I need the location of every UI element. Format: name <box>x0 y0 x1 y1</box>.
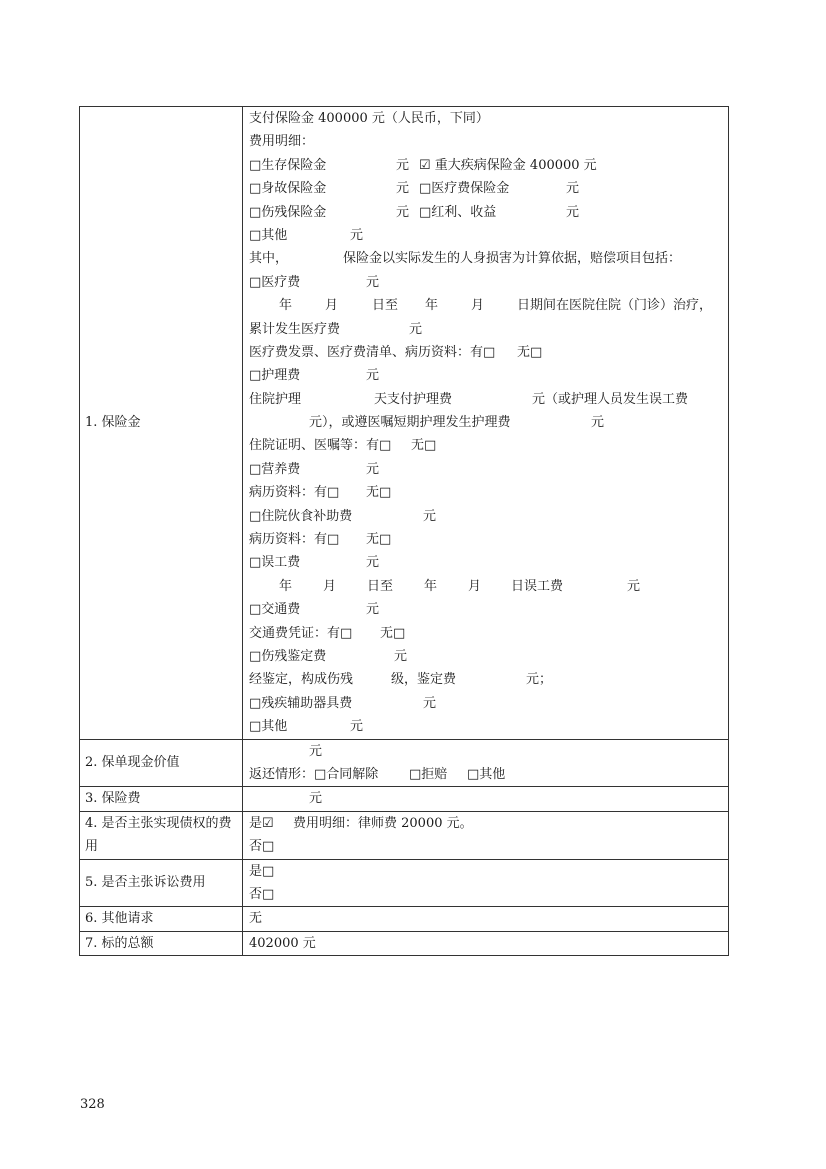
line-text: 元 <box>350 227 364 243</box>
line-text: □其他 <box>249 227 288 243</box>
line <box>249 692 728 715</box>
line-text: □生存保险金 <box>249 157 327 173</box>
line <box>249 787 728 810</box>
line-text: □伤残鉴定费 <box>249 648 327 664</box>
line-text: 医疗费发票、医疗费清单、病历资料：有□ <box>249 344 496 360</box>
table-row <box>80 739 729 787</box>
line-text: 元 <box>566 181 580 197</box>
line-text: □身故保险金 <box>249 181 327 197</box>
row-content <box>243 107 729 740</box>
line-text: 元 <box>366 461 380 477</box>
line <box>249 224 728 247</box>
line <box>249 481 728 504</box>
line-text: 元 <box>423 508 437 524</box>
line <box>249 505 728 528</box>
line-text: 其中， <box>249 251 289 267</box>
line <box>249 812 728 835</box>
line <box>249 177 728 200</box>
row-label: 5. 是否主张诉讼费用 <box>80 859 243 907</box>
line-text: 月 <box>325 298 339 314</box>
line <box>249 551 728 574</box>
line-text: 日期间在医院住院（门诊）治疗， <box>517 298 713 314</box>
line-text: 是☑ <box>249 815 274 831</box>
line <box>249 411 728 434</box>
line-text: 无□ <box>517 344 543 360</box>
line-text: 年 <box>279 578 293 594</box>
line <box>249 154 728 177</box>
row-content <box>243 859 729 907</box>
line-text: 无 <box>249 911 263 927</box>
line-text: 住院证明、医嘱等：有□ <box>249 438 392 454</box>
line-text: □误工费 <box>249 555 301 571</box>
line-text: ☑ 重大疾病保险金 400000 元 <box>419 157 597 173</box>
line-text: 元 <box>396 204 410 220</box>
line-text: □医疗费保险金 <box>419 181 510 197</box>
row-content <box>243 907 729 931</box>
line-text: 月 <box>471 298 485 314</box>
table-row <box>80 907 729 931</box>
line-text: 日至 <box>367 578 394 594</box>
line <box>249 740 728 763</box>
table-row <box>80 931 729 955</box>
line <box>249 528 728 551</box>
line-text: 元 <box>591 415 605 431</box>
line <box>249 598 728 621</box>
line-text: 保险金以实际发生的人身损害为计算依据，赔偿项目包括： <box>343 251 682 267</box>
line <box>249 107 728 130</box>
line-text: □其他 <box>249 719 288 735</box>
line <box>249 201 728 224</box>
line <box>249 341 728 364</box>
row-label: 6. 其他请求 <box>80 907 243 931</box>
row-label: 3. 保险费 <box>80 787 243 811</box>
line-text: 元 <box>309 791 323 807</box>
line <box>249 860 728 883</box>
line-text: □红利、收益 <box>419 204 497 220</box>
line-text: 元； <box>526 672 553 688</box>
line-text: 月 <box>468 578 482 594</box>
row-content <box>243 931 729 955</box>
line-text: 元 <box>366 602 380 618</box>
row-content <box>243 787 729 811</box>
line-text: 费用明细： <box>249 134 315 150</box>
line-text: □营养费 <box>249 461 301 477</box>
line-text: 元 <box>350 719 364 735</box>
line <box>249 622 728 645</box>
row-content <box>243 739 729 787</box>
line-text: □护理费 <box>249 368 301 384</box>
line-text: 元 <box>396 181 410 197</box>
line-text: 级，鉴定费 <box>391 672 457 688</box>
line <box>249 130 728 153</box>
line-text: 病历资料：有□ <box>249 485 340 501</box>
line-text: □住院伙食补助费 <box>249 508 353 524</box>
line-text: 住院护理 <box>249 391 302 407</box>
line <box>249 271 728 294</box>
line-text: 返还情形：□合同解除 <box>249 766 379 782</box>
line-text: 无□ <box>366 532 392 548</box>
line-text: 月 <box>323 578 337 594</box>
line-text: 年 <box>279 298 293 314</box>
line <box>249 715 728 738</box>
row-content <box>243 811 729 859</box>
line-text: 元 <box>566 204 580 220</box>
line-text: 天支付护理费 <box>374 391 453 407</box>
line <box>249 318 728 341</box>
line-text: 年 <box>425 298 439 314</box>
line <box>249 458 728 481</box>
line <box>249 645 728 668</box>
line-text: 元 <box>627 578 641 594</box>
line-text: 元 <box>366 274 380 290</box>
line <box>249 364 728 387</box>
line-text: 无□ <box>380 625 406 641</box>
line-text: 元 <box>409 321 423 337</box>
line-text: 元 <box>423 695 437 711</box>
line-text: 元 <box>366 368 380 384</box>
page-number: 328 <box>80 1097 105 1112</box>
line-text: 无□ <box>366 485 392 501</box>
line-text: 否□ <box>249 886 275 902</box>
line-text: 402000 元 <box>249 935 316 951</box>
table-row <box>80 107 729 740</box>
line-text: 元 <box>366 555 380 571</box>
line <box>249 388 728 411</box>
line-text: 费用明细：律师费 20000 元。 <box>293 815 473 831</box>
line <box>249 835 728 858</box>
row-label: 7. 标的总额 <box>80 931 243 955</box>
line-text: 交通费凭证：有□ <box>249 625 353 641</box>
line-text: 元 <box>309 743 323 759</box>
line-text: 日误工费 <box>511 578 564 594</box>
line-text: 病历资料：有□ <box>249 532 340 548</box>
line <box>249 247 728 270</box>
line-text: 元 <box>394 648 408 664</box>
line-text: 元），或遵医嘱短期护理发生护理费 <box>309 415 511 431</box>
line-text: □伤残保险金 <box>249 204 327 220</box>
line-text: 经鉴定，构成伤残 <box>249 672 354 688</box>
line <box>249 763 728 786</box>
line <box>249 907 728 930</box>
line-text: □拒赔 <box>409 766 448 782</box>
row-label: 1. 保险金 <box>80 107 243 740</box>
row-label: 2. 保单现金价值 <box>80 739 243 787</box>
line <box>249 932 728 955</box>
claim-table <box>79 106 729 956</box>
line <box>249 294 728 317</box>
line-text: 元（或护理人员发生误工费 <box>532 391 689 407</box>
table-row <box>80 787 729 811</box>
line <box>249 668 728 691</box>
line-text: 是□ <box>249 863 275 879</box>
line-text: 日至 <box>372 298 399 314</box>
row-label: 4. 是否主张实现债权的费用 <box>80 811 243 859</box>
line-text: 否□ <box>249 839 275 855</box>
line-text: □交通费 <box>249 602 301 618</box>
line <box>249 575 728 598</box>
line <box>249 883 728 906</box>
line-text: 元 <box>396 157 410 173</box>
table-row <box>80 859 729 907</box>
line <box>249 434 728 457</box>
line-text: 累计发生医疗费 <box>249 321 341 337</box>
line-text: 无□ <box>411 438 437 454</box>
line-text: □残疾辅助器具费 <box>249 695 353 711</box>
line-text: □医疗费 <box>249 274 301 290</box>
line-text: 年 <box>424 578 438 594</box>
line-text: □其他 <box>467 766 506 782</box>
line-text: 支付保险金 400000 元（人民币，下同） <box>249 111 489 126</box>
table-row <box>80 811 729 859</box>
